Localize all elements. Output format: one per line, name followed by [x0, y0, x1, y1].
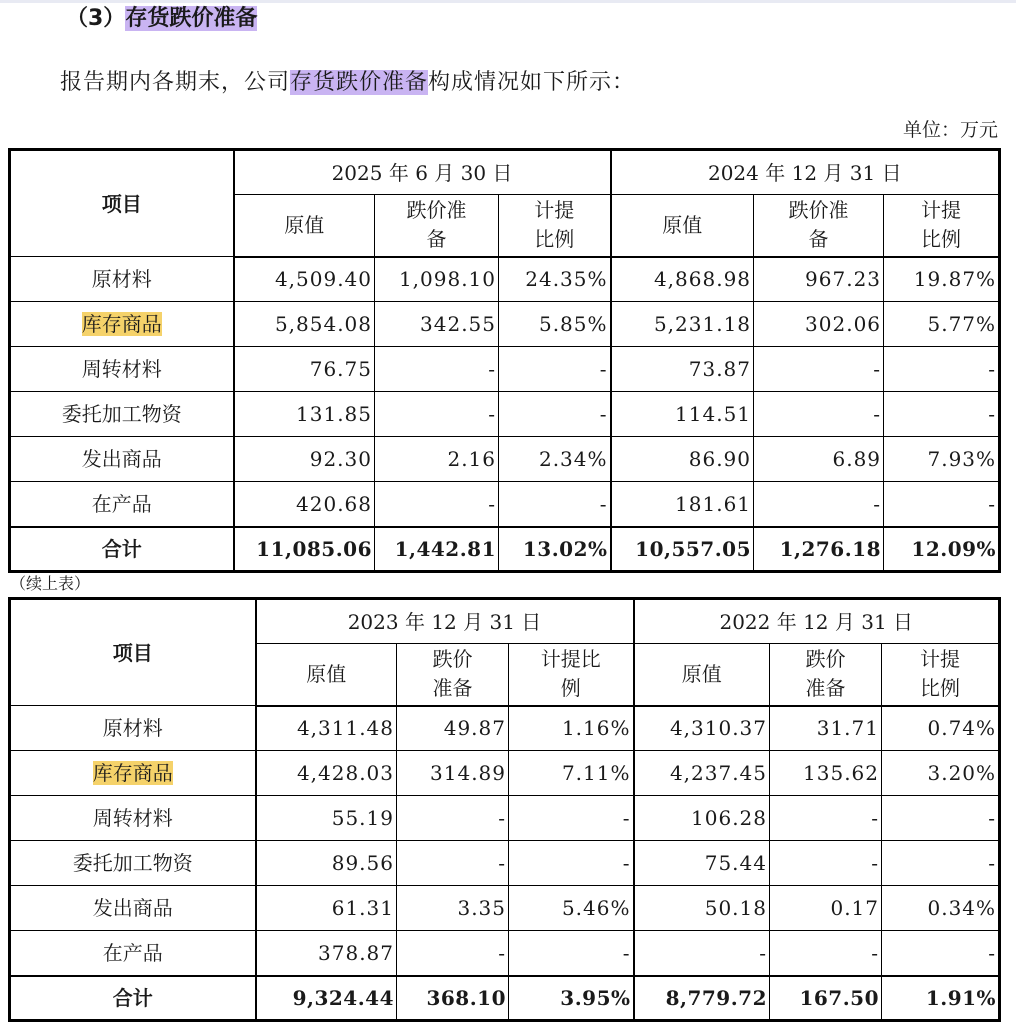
col-header-original-value: 原值: [611, 195, 754, 257]
value-cell: -: [375, 482, 499, 527]
intro-paragraph: [60, 66, 635, 100]
value-cell: 1,276.18: [754, 527, 884, 572]
value-cell: 75.44: [634, 841, 770, 886]
value-cell: -: [770, 931, 882, 976]
value-cell: 10,557.05: [611, 527, 754, 572]
table-row: [10, 886, 1000, 931]
table-row: [10, 796, 1000, 841]
value-cell: 76.75: [234, 347, 375, 392]
value-cell: -: [882, 841, 1000, 886]
intro-text-after: 构成情况如下所示：: [428, 70, 636, 95]
value-cell: -: [884, 392, 1000, 437]
table-row: [10, 437, 1000, 482]
row-label: 发出商品: [10, 886, 256, 931]
value-cell: 3.20%: [882, 751, 1000, 796]
table-row: [10, 482, 1000, 527]
value-cell: -: [499, 482, 611, 527]
value-cell: -: [770, 796, 882, 841]
col-header-ratio: 计提比例: [499, 195, 611, 257]
row-label: 委托加工物资: [10, 841, 256, 886]
intro-text-highlight: 存货跌价准备: [290, 70, 429, 95]
value-cell: 7.93%: [884, 437, 1000, 482]
value-cell: 302.06: [754, 302, 884, 347]
value-cell: 967.23: [754, 257, 884, 302]
value-cell: 6.89: [754, 437, 884, 482]
period-header: 2022 年 12 月 31 日: [634, 599, 1000, 644]
value-cell: 2.16: [375, 437, 499, 482]
value-cell: 13.02%: [499, 527, 611, 572]
row-label: 周转材料: [10, 796, 256, 841]
col-header-provision: 跌价准备: [770, 644, 882, 706]
value-cell: 1,098.10: [375, 257, 499, 302]
section-number: （3）: [66, 6, 126, 31]
value-cell: 5.46%: [509, 886, 634, 931]
row-label: 原材料: [10, 257, 234, 302]
value-cell: 4,310.37: [634, 706, 770, 751]
item-header: 项目: [10, 150, 234, 257]
col-header-provision: 跌价准备: [754, 195, 884, 257]
table-row: [10, 257, 1000, 302]
continued-label: （续上表）: [10, 574, 91, 593]
top-edge-strip: [0, 0, 1016, 3]
value-cell: 1.16%: [509, 706, 634, 751]
value-cell: -: [509, 931, 634, 976]
total-row: [10, 976, 1000, 1021]
value-cell: -: [754, 482, 884, 527]
value-cell: 50.18: [634, 886, 770, 931]
value-cell: 378.87: [256, 931, 397, 976]
row-label: 在产品: [10, 482, 234, 527]
value-cell: 8,779.72: [634, 976, 770, 1021]
value-cell: 61.31: [256, 886, 397, 931]
row-label: 发出商品: [10, 437, 234, 482]
col-header-provision: 跌价准备: [375, 195, 499, 257]
value-cell: 106.28: [634, 796, 770, 841]
value-cell: 3.35: [397, 886, 509, 931]
col-header-original-value: 原值: [234, 195, 375, 257]
value-cell: 1.91%: [882, 976, 1000, 1021]
row-label: [10, 751, 256, 796]
inventory-provision-table-2: [8, 597, 1001, 1022]
value-cell: 92.30: [234, 437, 375, 482]
period-header: 2023 年 12 月 31 日: [256, 599, 634, 644]
value-cell: 167.50: [770, 976, 882, 1021]
col-header-original-value: 原值: [256, 644, 397, 706]
value-cell: 9,324.44: [256, 976, 397, 1021]
intro-text-before: 报告期内各期末，公司: [60, 70, 291, 95]
row-label-highlighted: 库存商品: [81, 312, 162, 336]
total-row: [10, 527, 1000, 572]
col-header-ratio: 计提比例: [882, 644, 1000, 706]
table-row: [10, 347, 1000, 392]
value-cell: 89.56: [256, 841, 397, 886]
inventory-provision-table-1: [8, 148, 1001, 573]
value-cell: -: [375, 392, 499, 437]
value-cell: -: [397, 841, 509, 886]
value-cell: 4,237.45: [634, 751, 770, 796]
value-cell: -: [754, 392, 884, 437]
value-cell: -: [375, 347, 499, 392]
value-cell: -: [509, 841, 634, 886]
col-header-ratio: 计提比例: [884, 195, 1000, 257]
value-cell: 135.62: [770, 751, 882, 796]
value-cell: 4,509.40: [234, 257, 375, 302]
value-cell: 0.74%: [882, 706, 1000, 751]
item-header: 项目: [10, 599, 256, 706]
value-cell: -: [397, 796, 509, 841]
value-cell: -: [882, 931, 1000, 976]
value-cell: 5,231.18: [611, 302, 754, 347]
col-header-original-value: 原值: [634, 644, 770, 706]
value-cell: 5.77%: [884, 302, 1000, 347]
value-cell: 86.90: [611, 437, 754, 482]
value-cell: -: [634, 931, 770, 976]
value-cell: 11,085.06: [234, 527, 375, 572]
value-cell: 49.87: [397, 706, 509, 751]
value-cell: 131.85: [234, 392, 375, 437]
value-cell: -: [397, 931, 509, 976]
period-header: 2025 年 6 月 30 日: [234, 150, 611, 195]
value-cell: 73.87: [611, 347, 754, 392]
row-label: [10, 302, 234, 347]
value-cell: 4,868.98: [611, 257, 754, 302]
value-cell: 19.87%: [884, 257, 1000, 302]
row-label: 委托加工物资: [10, 392, 234, 437]
value-cell: 31.71: [770, 706, 882, 751]
row-label: 周转材料: [10, 347, 234, 392]
value-cell: 4,428.03: [256, 751, 397, 796]
row-label: 原材料: [10, 706, 256, 751]
value-cell: 4,311.48: [256, 706, 397, 751]
value-cell: -: [499, 347, 611, 392]
value-cell: 1,442.81: [375, 527, 499, 572]
section-title-highlighted: 存货跌价准备: [125, 6, 258, 31]
value-cell: -: [882, 796, 1000, 841]
value-cell: 5,854.08: [234, 302, 375, 347]
value-cell: 181.61: [611, 482, 754, 527]
table-row: [10, 841, 1000, 886]
value-cell: -: [770, 841, 882, 886]
row-label-highlighted: 库存商品: [92, 761, 173, 785]
value-cell: 7.11%: [509, 751, 634, 796]
value-cell: 12.09%: [884, 527, 1000, 572]
col-header-provision: 跌价准备: [397, 644, 509, 706]
value-cell: 55.19: [256, 796, 397, 841]
section-heading: [66, 4, 257, 34]
value-cell: 342.55: [375, 302, 499, 347]
table-row: [10, 706, 1000, 751]
value-cell: -: [509, 796, 634, 841]
table-row: [10, 302, 1000, 347]
value-cell: -: [884, 482, 1000, 527]
value-cell: 368.10: [397, 976, 509, 1021]
unit-label: 单位：万元: [902, 119, 998, 141]
row-label: 合计: [10, 976, 256, 1021]
value-cell: 5.85%: [499, 302, 611, 347]
value-cell: 0.34%: [882, 886, 1000, 931]
value-cell: -: [499, 392, 611, 437]
value-cell: 3.95%: [509, 976, 634, 1021]
value-cell: 114.51: [611, 392, 754, 437]
row-label: 合计: [10, 527, 234, 572]
table-row: [10, 931, 1000, 976]
row-label: 在产品: [10, 931, 256, 976]
value-cell: 24.35%: [499, 257, 611, 302]
period-header: 2024 年 12 月 31 日: [611, 150, 1000, 195]
value-cell: -: [884, 347, 1000, 392]
value-cell: 420.68: [234, 482, 375, 527]
value-cell: -: [754, 347, 884, 392]
value-cell: 0.17: [770, 886, 882, 931]
value-cell: 314.89: [397, 751, 509, 796]
value-cell: 2.34%: [499, 437, 611, 482]
col-header-ratio: 计提比例: [509, 644, 634, 706]
table-row: [10, 751, 1000, 796]
table-row: [10, 392, 1000, 437]
